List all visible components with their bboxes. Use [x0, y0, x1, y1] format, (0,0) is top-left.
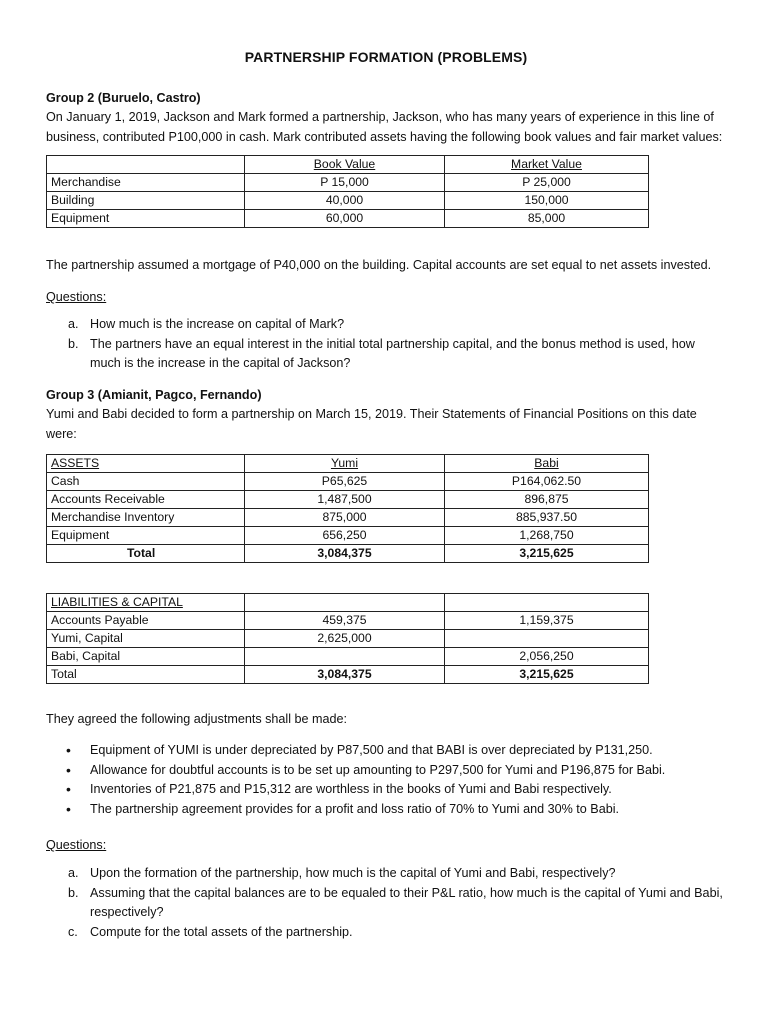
bullet-icon: •: [66, 761, 71, 778]
table-row: [47, 210, 649, 228]
group2-heading: Group 2 (Buruelo, Castro): [46, 91, 201, 105]
list-item: [46, 335, 726, 374]
table-cell: P164,062.50: [445, 473, 649, 491]
question-text: How much is the increase on capital of Mark?: [90, 317, 345, 331]
bullet-icon: •: [66, 781, 71, 797]
contribution-table: [46, 155, 649, 228]
total-row: [47, 545, 649, 563]
table-row: [47, 509, 649, 527]
list-marker: a.: [68, 317, 79, 331]
list-item: [46, 761, 726, 781]
group3-intro-line2: were:: [46, 426, 77, 441]
table-header-row: [47, 594, 649, 612]
table-cell: P 15,000: [245, 174, 445, 192]
table-cell: Accounts Payable: [47, 612, 245, 630]
table-cell: 656,250: [245, 527, 445, 545]
list-marker: b.: [68, 336, 79, 351]
table-cell: Equipment: [47, 527, 245, 545]
group3-questions: [46, 864, 726, 942]
adjustments-intro: They agreed the following adjustments shall be made:: [46, 712, 348, 726]
table-cell: [445, 594, 649, 612]
group2-questions-label: Questions:: [46, 290, 107, 304]
bullet-icon: •: [66, 742, 71, 758]
adjustment-text: Inventories of P21,875 and P15,312 are worthless in the books of Yumi and Babi respectively.: [90, 782, 612, 796]
table-cell: Merchandise Inventory: [47, 509, 245, 527]
table-cell: 875,000: [245, 509, 445, 527]
question-text: respectively?: [90, 905, 164, 919]
list-marker: a.: [68, 866, 79, 880]
group3-questions-label: Questions:: [46, 838, 107, 852]
list-item: [46, 864, 726, 884]
question-text: much is the increase in the capital of Jackson?: [90, 356, 351, 370]
group2-intro-line1: On January 1, 2019, Jackson and Mark formed a partnership, Jackson, who has many years of experience in this line of: [46, 110, 714, 124]
question-text: Compute for the total assets of the partnership.: [90, 924, 353, 939]
table-cell: 2,056,250: [445, 648, 649, 666]
group3-heading: Group 3 (Amianit, Pagco, Fernando): [46, 388, 262, 402]
total-label: Total: [47, 545, 245, 563]
adjustment-text: Allowance for doubtful accounts is to be set up amounting to P297,500 for Yumi and P196,875 for Babi.: [90, 762, 666, 777]
table-cell: Yumi, Capital: [47, 630, 245, 648]
table-header-row: [47, 455, 649, 473]
page-title: PARTNERSHIP FORMATION (PROBLEMS): [244, 49, 528, 65]
table-cell: 896,875: [445, 491, 649, 509]
table-cell: 2,625,000: [245, 630, 445, 648]
table-cell: 1,487,500: [245, 491, 445, 509]
table-cell: P65,625: [245, 473, 445, 491]
table-cell: Babi, Capital: [47, 648, 245, 666]
group2-questions: [46, 315, 726, 374]
list-item: [46, 800, 726, 820]
table-row: [47, 473, 649, 491]
table-header-row: [47, 156, 649, 174]
total-row: [47, 666, 649, 684]
list-item: [46, 780, 726, 800]
group3-intro-line1: Yumi and Babi decided to form a partnership on March 15, 2019. Their Statements of Financial Positions on this date: [46, 407, 697, 421]
table-row: [47, 630, 649, 648]
table-row: [47, 648, 649, 666]
list-item: [46, 923, 726, 943]
table-row: [47, 527, 649, 545]
group2-note: The partnership assumed a mortgage of P40,000 on the building. Capital accounts are set equal to net assets invested.: [46, 258, 712, 272]
list-item: [46, 315, 726, 335]
total-value: 3,084,375: [245, 545, 445, 563]
table-cell: Building: [47, 192, 245, 210]
list-item: [46, 884, 726, 923]
table-cell: Equipment: [47, 210, 245, 228]
group2-intro-line2: business, contributed P100,000 in cash. Mark contributed assets having the following book values and fair market values:: [46, 129, 723, 144]
table-cell: 1,268,750: [445, 527, 649, 545]
table-cell: 885,937.50: [445, 509, 649, 527]
question-text: Assuming that the capital balances are to be equaled to their P&L ratio, how much is the capital of Yumi and Babi,: [90, 885, 723, 900]
question-text: The partners have an equal interest in the initial total partnership capital, and the bonus method is used, how: [90, 336, 695, 351]
question-text: Upon the formation of the partnership, how much is the capital of Yumi and Babi, respectively?: [90, 866, 616, 880]
list-item: [46, 741, 726, 761]
table-cell: [47, 156, 245, 174]
adjustments-list: [46, 741, 726, 819]
table-cell: P 25,000: [445, 174, 649, 192]
list-marker: c.: [68, 924, 78, 939]
table-cell: 150,000: [445, 192, 649, 210]
table-row: [47, 174, 649, 192]
book-value-header: Book Value: [245, 156, 445, 174]
total-value: 3,215,625: [445, 545, 649, 563]
table-cell: 1,159,375: [445, 612, 649, 630]
assets-table: [46, 454, 649, 563]
list-marker: b.: [68, 885, 79, 900]
total-label: Total: [47, 666, 245, 684]
table-cell: 459,375: [245, 612, 445, 630]
assets-header: ASSETS: [47, 455, 245, 473]
liabilities-header: LIABILITIES & CAPITAL: [47, 594, 245, 612]
table-cell: 85,000: [445, 210, 649, 228]
group2-intro: [46, 108, 726, 147]
table-cell: 60,000: [245, 210, 445, 228]
group3-intro: [46, 405, 726, 444]
liabilities-table: [46, 593, 649, 684]
table-cell: Merchandise: [47, 174, 245, 192]
yumi-header: Yumi: [245, 455, 445, 473]
table-cell: [445, 630, 649, 648]
table-cell: 40,000: [245, 192, 445, 210]
total-value: 3,084,375: [245, 666, 445, 684]
adjustment-text: Equipment of YUMI is under depreciated by P87,500 and that BABI is over depreciated by P131,250.: [90, 743, 653, 757]
table-cell: [245, 594, 445, 612]
table-cell: Cash: [47, 473, 245, 491]
bullet-icon: •: [66, 800, 71, 817]
table-row: [47, 491, 649, 509]
market-value-header: Market Value: [445, 156, 649, 174]
babi-header: Babi: [445, 455, 649, 473]
table-row: [47, 192, 649, 210]
table-row: [47, 612, 649, 630]
total-value: 3,215,625: [445, 666, 649, 684]
table-cell: Accounts Receivable: [47, 491, 245, 509]
table-cell: [245, 648, 445, 666]
adjustment-text: The partnership agreement provides for a profit and loss ratio of 70% to Yumi and 30% to Babi.: [90, 801, 620, 816]
